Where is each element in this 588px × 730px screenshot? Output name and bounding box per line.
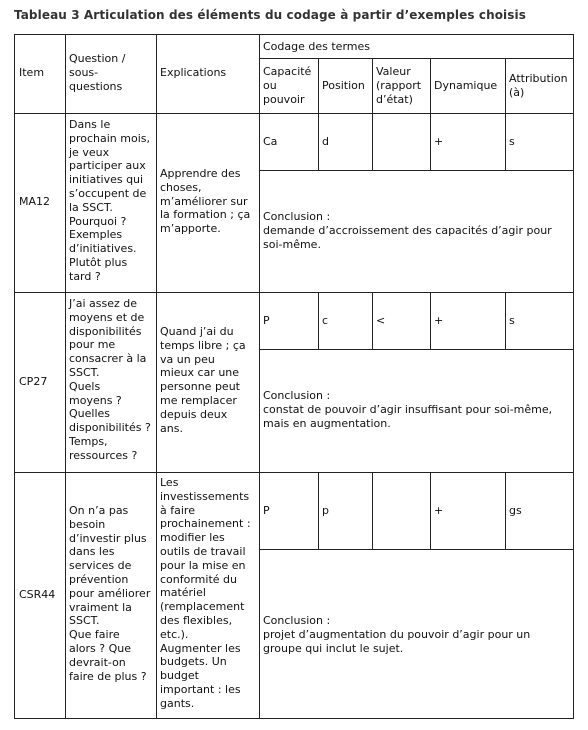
row-conclusion: Conclusion : constat de pouvoir d’agir insuffisant pour soi-même, mais en augmentation.: [263, 389, 553, 430]
row-code-position: c: [322, 314, 329, 327]
row-code-attribution: s: [509, 135, 515, 148]
row-explication: Apprendre des choses, m’améliorer sur la formation ; ça m’apporte.: [160, 167, 251, 236]
row-code-attribution: s: [509, 314, 515, 327]
header-dynamique: Dynamique: [434, 79, 498, 92]
row-divider: [259, 349, 573, 350]
row-item: CSR44: [19, 588, 56, 601]
row-divider: [259, 58, 573, 59]
row-code-attribution: gs: [509, 504, 522, 517]
header-valeur: Valeur (rapport d’état): [376, 65, 422, 106]
table-caption: Tableau 3 Articulation des éléments du codage à partir d’exemples choisis: [14, 8, 526, 22]
header-question: Question / sous- questions: [69, 52, 126, 93]
row-code-position: p: [322, 504, 329, 517]
row-question: Dans le prochain mois, je veux participer aux initiatives qui s’occupent de la SSCT. Pourquoi ? Exemples d’initiatives. Plutôt plus tard ?: [69, 118, 151, 283]
row-code-capacite: Ca: [263, 135, 278, 148]
row-code-position: d: [322, 135, 329, 148]
row-item: MA12: [19, 195, 51, 208]
row-question: J’ai assez de moyens et de disponibilités pour me consacrer à la SSCT. Quels moyens ? Quelles disponibilités ? Temps, ressources ?: [69, 297, 151, 462]
header-codage: Codage des termes: [263, 40, 370, 53]
row-code-valeur: <: [376, 314, 386, 327]
row-divider: [259, 549, 573, 550]
row-divider: [15, 113, 573, 114]
column-divider: [318, 58, 319, 170]
row-code-dynamique: +: [434, 504, 444, 517]
header-item: Item: [19, 66, 45, 79]
row-conclusion: Conclusion : demande d’accroissement des capacités d’agir pour soi-même.: [263, 210, 552, 251]
row-explication: Les investissements à faire prochainement : modifier les outils de travail pour la mise en conformité du matériel (remplacement des flexibles, etc.). Augmenter les budgets. Un budget important : les gants.: [160, 476, 251, 710]
column-divider: [430, 58, 431, 170]
row-divider: [15, 472, 573, 473]
row-code-capacite: P: [263, 314, 270, 327]
coding-table: [14, 34, 574, 719]
column-divider: [372, 472, 373, 549]
row-code-dynamique: +: [434, 314, 444, 327]
row-question: On n’a pas besoin d’investir plus dans les services de prévention pour améliorer vraiment la SSCT. Que faire alors ? Que devrait-on faire de plus ?: [69, 504, 151, 683]
header-attribution: Attribution (à): [509, 72, 568, 99]
header-capacite: Capacité ou pouvoir: [263, 65, 312, 106]
row-code-dynamique: +: [434, 135, 444, 148]
row-conclusion: Conclusion : projet d’augmentation du pouvoir d’agir pour un groupe qui inclut le sujet.: [263, 614, 531, 655]
row-code-capacite: P: [263, 504, 270, 517]
row-explication: Quand j’ai du temps libre ; ça va un peu mieux car une personne peut me remplacer depuis deux ans.: [160, 325, 246, 435]
header-explications: Explications: [160, 66, 227, 79]
header-position: Position: [322, 79, 365, 92]
row-divider: [259, 170, 573, 171]
row-item: CP27: [19, 375, 48, 388]
row-divider: [15, 292, 573, 293]
